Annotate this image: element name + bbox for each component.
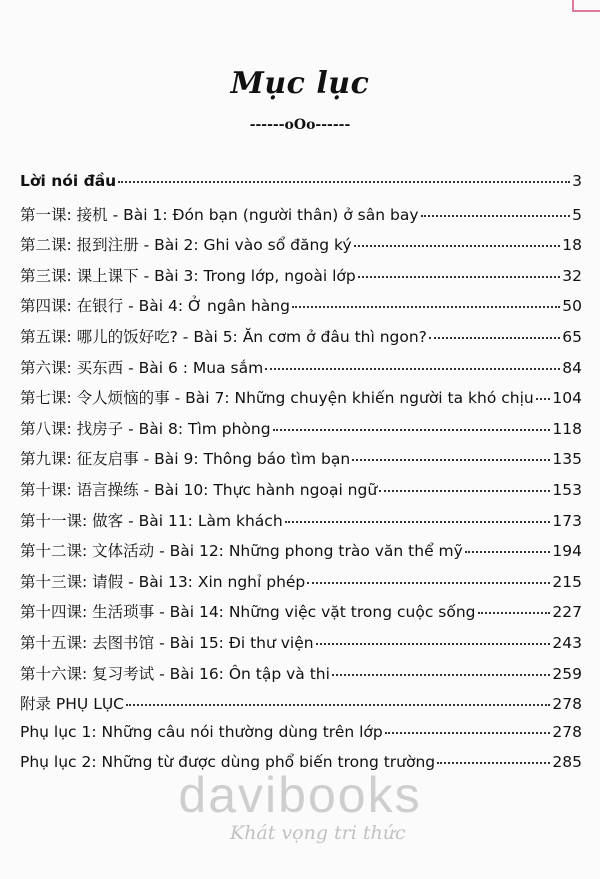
- dot-leader: [358, 276, 561, 278]
- dot-leader: [385, 732, 551, 734]
- toc-row: [20, 723, 582, 754]
- toc-page-number: 18: [562, 236, 582, 255]
- toc-row: [20, 294, 582, 325]
- dot-leader: [307, 582, 550, 584]
- toc-page-number: 135: [552, 450, 582, 469]
- toc-row: [20, 539, 582, 570]
- toc-row: [20, 509, 582, 540]
- toc-entry: Phụ lục 2: Những từ được dùng phổ biến trong trường: [20, 753, 436, 772]
- toc-row: [20, 264, 582, 295]
- toc-row: [20, 478, 582, 509]
- toc-page-number: 243: [552, 633, 582, 652]
- toc-row: [20, 631, 582, 662]
- toc-page-number: 50: [562, 297, 582, 316]
- toc-page-number: 278: [552, 722, 582, 741]
- toc-entry: 第七课: 令人烦恼的事 - Bài 7: Những chuyện khiến người ta khó chịu: [20, 389, 534, 408]
- toc-page-number: 3: [572, 172, 582, 190]
- toc-row: [20, 417, 582, 448]
- toc-entry: 第十五课: 去图书馆 - Bài 15: Đi thư viện: [20, 633, 314, 652]
- toc-entry: 第四课: 在银行 - Bài 4: Ở ngân hàng: [20, 297, 290, 316]
- toc-page-number: 285: [552, 753, 582, 772]
- toc-row: [20, 233, 582, 264]
- dot-leader: [292, 306, 560, 308]
- toc-entry: 第十六课: 复习考试 - Bài 16: Ôn tập và thi: [20, 664, 330, 683]
- title-divider: ------oOo------: [249, 117, 351, 133]
- toc-page-number: 32: [562, 266, 582, 285]
- dot-leader: [273, 429, 551, 431]
- toc-entry: 第十四课: 生活琐事 - Bài 14: Những việc vặt trong cuộc sống: [20, 603, 476, 622]
- toc-entry: Phụ lục 1: Những câu nói thường dùng trên lớp: [20, 722, 383, 741]
- toc-entry: 第十课: 语言操练 - Bài 10: Thực hành ngoại ngữ: [20, 480, 378, 499]
- toc-entry: 第八课: 找房子 - Bài 8: Tìm phòng: [20, 419, 271, 438]
- toc-page-number: 84: [562, 358, 582, 377]
- toc-entry: Lời nói đầu: [20, 172, 117, 190]
- toc-page-number: 5: [572, 205, 582, 224]
- toc-page-number: 173: [552, 511, 582, 530]
- toc-page-number: 118: [552, 419, 582, 438]
- dot-leader: [478, 612, 551, 614]
- toc-row: [20, 356, 582, 387]
- toc-row: [20, 325, 582, 356]
- corner-mark: [572, 0, 600, 12]
- toc-entry: 第五课: 哪儿的饭好吃? - Bài 5: Ăn cơm ở đâu thì ngon?: [20, 327, 427, 346]
- toc-entry: 第十三课: 请假 - Bài 13: Xin nghỉ phép: [20, 572, 306, 591]
- toc-row: [20, 692, 582, 723]
- toc-entry: 第十一课: 做客 - Bài 11: Làm khách: [20, 511, 283, 530]
- toc-row: [20, 600, 582, 631]
- toc-page-number: 65: [562, 327, 582, 346]
- toc-page-number: 104: [552, 389, 582, 408]
- toc-entry: 第六课: 买东西 - Bài 6 : Mua sắm: [20, 358, 264, 377]
- toc-page-number: 259: [552, 664, 582, 683]
- page-title: Mục lục: [230, 66, 370, 101]
- toc-row: [20, 570, 582, 601]
- dot-leader: [465, 551, 551, 553]
- dot-leader: [352, 459, 550, 461]
- toc-page-number: 215: [552, 572, 582, 591]
- dot-leader: [285, 521, 551, 523]
- toc-entry: 第二课: 报到注册 - Bài 2: Ghi vào sổ đăng ký: [20, 236, 352, 255]
- dot-leader: [536, 398, 551, 400]
- dot-leader: [332, 674, 550, 676]
- toc-page-number: 227: [552, 603, 582, 622]
- toc-row: [20, 386, 582, 417]
- dot-leader: [118, 181, 570, 183]
- toc-row: [20, 662, 582, 693]
- dot-leader: [429, 337, 560, 339]
- dot-leader: [379, 490, 550, 492]
- dot-leader: [316, 643, 551, 645]
- dot-leader: [421, 215, 571, 217]
- toc-page-number: 278: [552, 695, 582, 714]
- dot-leader: [126, 704, 550, 706]
- dot-leader: [354, 245, 561, 247]
- toc-row: [20, 172, 582, 203]
- toc-page-number: 153: [552, 480, 582, 499]
- toc-row: [20, 203, 582, 234]
- toc-page-number: 194: [552, 542, 582, 561]
- dot-leader: [437, 762, 550, 764]
- watermark-logo: davibooks: [178, 767, 422, 823]
- dot-leader: [265, 368, 560, 370]
- watermark-tagline: Khát vọng tri thức: [230, 822, 406, 844]
- toc-entry: 第一课: 接机 - Bài 1: Đón bạn (người thân) ở sân bay: [20, 205, 419, 224]
- toc-row: [20, 447, 582, 478]
- toc-entry: 第三课: 课上课下 - Bài 3: Trong lớp, ngoài lớp: [20, 266, 356, 285]
- toc-entry: 第九课: 征友启事 - Bài 9: Thông báo tìm bạn: [20, 450, 351, 469]
- toc-entry: 附录 PHỤ LỤC: [20, 695, 125, 714]
- toc-entry: 第十二课: 文体活动 - Bài 12: Những phong trào văn thể mỹ: [20, 542, 463, 561]
- table-of-contents: [20, 172, 582, 784]
